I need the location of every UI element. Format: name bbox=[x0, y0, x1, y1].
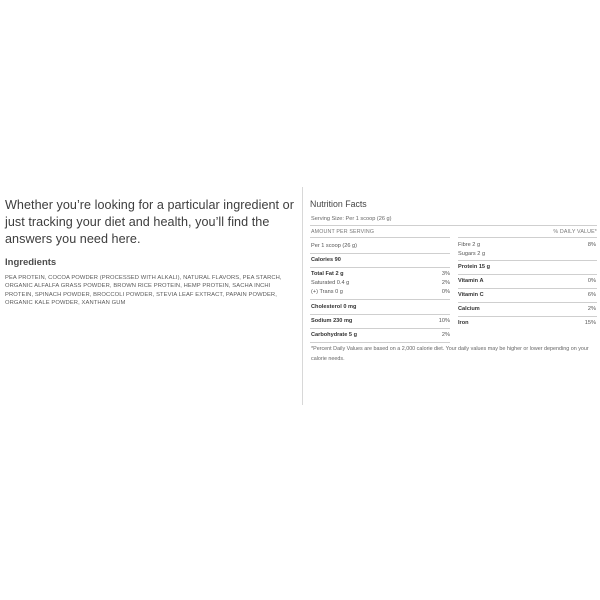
fibre-label: Fibre 2 g bbox=[458, 242, 481, 248]
ingredients-heading: Ingredients bbox=[5, 257, 57, 268]
vitamin-c-label: Vitamin C bbox=[458, 292, 484, 298]
vitamin-a-dv: 0% bbox=[587, 278, 596, 284]
nutrition-facts-panel bbox=[310, 199, 597, 362]
saturated-dv: 2% bbox=[441, 280, 450, 286]
protein-label: Protein 15 g bbox=[458, 264, 491, 270]
intro-headline: Whether you’re looking for a particular ingredient or just tracking your diet and health, you’ll find the answers you need here. bbox=[5, 198, 294, 246]
divider bbox=[310, 225, 597, 226]
vitamin-a-label: Vitamin A bbox=[458, 278, 484, 284]
serving-size: Serving Size: Per 1 scoop (26 g) bbox=[311, 216, 392, 222]
divider bbox=[310, 328, 450, 329]
trans-row bbox=[311, 288, 450, 296]
carbohydrate-label: Carbohydrate 5 g bbox=[311, 332, 358, 338]
total-fat-label: Total Fat 2 g bbox=[311, 271, 344, 277]
vitamin-c-dv: 6% bbox=[587, 292, 596, 298]
divider bbox=[458, 237, 597, 238]
sodium-row bbox=[311, 317, 450, 325]
divider bbox=[458, 260, 597, 261]
fibre-row bbox=[458, 241, 596, 249]
fibre-dv: 8% bbox=[587, 242, 596, 248]
calcium-label: Calcium bbox=[458, 306, 480, 312]
divider bbox=[310, 342, 450, 343]
calories-row bbox=[311, 256, 450, 264]
sugars-label: Sugars 2 g bbox=[458, 251, 486, 257]
sodium-dv: 10% bbox=[438, 318, 450, 324]
calcium-dv: 2% bbox=[587, 306, 596, 312]
divider bbox=[310, 253, 450, 254]
calories-label: Calories 90 bbox=[311, 257, 341, 263]
daily-value-label: % DAILY VALUE* bbox=[553, 229, 597, 235]
total-fat-dv: 3% bbox=[441, 271, 450, 277]
sodium-label: Sodium 230 mg bbox=[311, 318, 353, 324]
saturated-row bbox=[311, 279, 450, 287]
sugars-row bbox=[458, 250, 596, 258]
carbohydrate-row bbox=[311, 331, 450, 339]
intro-section bbox=[5, 197, 295, 308]
iron-label: Iron bbox=[458, 320, 469, 326]
total-fat-row bbox=[311, 270, 450, 278]
amount-per-serving-label: AMOUNT PER SERVING bbox=[311, 229, 375, 235]
ingredients-list: PEA PROTEIN, COCOA POWDER (PROCESSED WITH ALKALI), NATURAL FLAVORS, PEA STARCH, ORGANIC ALFALFA GRASS POWDER, BROWN RICE PROTEIN, HEMP PROTEIN, SACHA INCHI PROTEIN, SPINACH POWDER, BROCCOLI POWDER, STEVIA LEAF EXTRACT, PAPAIN POWDER, ORGANIC KALE POWDER, XANTHAN GUM bbox=[5, 275, 282, 307]
iron-dv: 15% bbox=[584, 320, 596, 326]
divider bbox=[458, 302, 597, 303]
cholesterol-label: Cholesterol 0 mg bbox=[311, 304, 357, 310]
carbohydrate-dv: 2% bbox=[441, 332, 450, 338]
trans-dv: 0% bbox=[441, 289, 450, 295]
saturated-label: Saturated 0.4 g bbox=[311, 280, 350, 286]
nutrition-title: Nutrition Facts bbox=[310, 199, 367, 209]
divider bbox=[458, 316, 597, 317]
trans-label: (+) Trans 0 g bbox=[311, 289, 343, 295]
vitamin-a-row bbox=[458, 277, 596, 285]
per-scoop-label: Per 1 scoop (26 g) bbox=[311, 243, 358, 249]
divider bbox=[310, 299, 450, 300]
section-divider bbox=[302, 187, 303, 405]
divider bbox=[458, 288, 597, 289]
divider bbox=[310, 267, 450, 268]
per-scoop-row bbox=[311, 242, 450, 250]
divider bbox=[310, 314, 450, 315]
vitamin-c-row bbox=[458, 291, 596, 299]
divider bbox=[458, 274, 597, 275]
daily-value-footnote: *Percent Daily Values are based on a 2,000 calorie diet. Your daily values may be higher or lower depending on your calorie needs. bbox=[311, 346, 589, 362]
cholesterol-row bbox=[311, 303, 450, 311]
iron-row bbox=[458, 319, 596, 327]
protein-row bbox=[458, 263, 596, 271]
divider bbox=[310, 237, 450, 238]
calcium-row bbox=[458, 305, 596, 313]
